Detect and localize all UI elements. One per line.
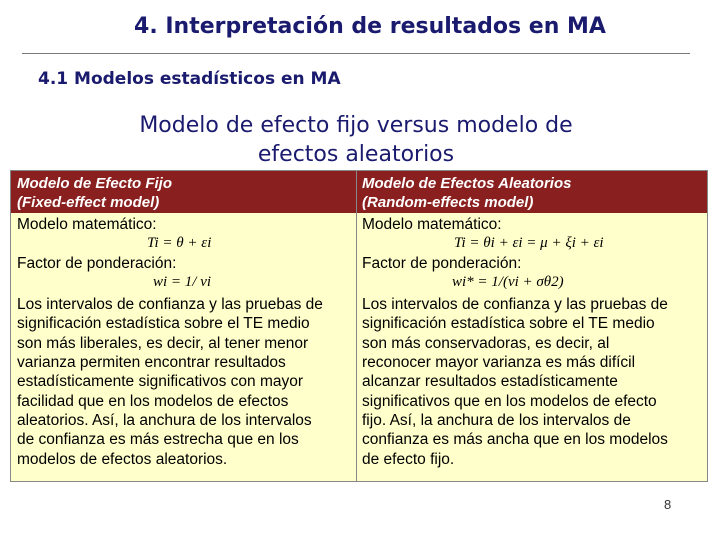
fixed-description-line: significación estadística sobre el TE medio	[17, 315, 310, 333]
random-description-line: significativos que en los modelos de efecto	[362, 392, 657, 410]
slide-subtitle: 4.1 Modelos estadísticos en MA	[38, 69, 341, 89]
heading-line-1: Modelo de efecto fijo versus modelo de	[139, 113, 573, 138]
fixed-description-line: estadísticamente significativos con mayor	[17, 373, 304, 391]
fixed-description-line: de confianza es más estrecha que en los	[17, 431, 299, 449]
title-divider	[22, 53, 690, 54]
random-description-line: reconocer mayor varianza es más difícil	[362, 354, 636, 372]
table-body-row	[11, 213, 707, 481]
fixed-description-line: modelos de efectos aleatorios.	[17, 450, 228, 468]
random-description-line: fijo. Así, la anchura de los intervalos de	[362, 411, 631, 429]
slide-heading	[60, 111, 652, 169]
table-header-row	[11, 171, 707, 213]
random-model-header	[362, 174, 571, 212]
heading-line-2: efectos aleatorios	[257, 142, 455, 167]
random-description-line: alcanzar resultados estadísticamente	[362, 373, 618, 391]
random-description-line: de efecto fijo.	[362, 450, 455, 468]
random-description-line: son más conservadoras, es decir, al	[362, 334, 610, 352]
comparison-table	[10, 170, 708, 482]
fixed-header-title: Modelo de Efecto Fijo	[17, 175, 173, 192]
fixed-description-line: varianza permiten encontrar resultados	[17, 354, 286, 372]
fixed-description-line: son más liberales, es decir, al tener menor	[17, 334, 309, 352]
page-number: 8	[664, 497, 672, 512]
random-header-english: (Random-effects model)	[362, 194, 534, 211]
random-math-label: Modelo matemático:	[362, 216, 502, 233]
random-model-cell	[362, 215, 704, 469]
fixed-model-cell	[17, 215, 355, 469]
fixed-description	[17, 295, 355, 469]
fixed-math-label: Modelo matemático:	[17, 216, 157, 233]
random-header-title: Modelo de Efectos Aleatorios	[362, 175, 572, 192]
fixed-header-english: (Fixed-effect model)	[17, 194, 160, 211]
random-weight-formula: wi* = 1/(vi + σθ2)	[452, 273, 564, 290]
fixed-weight-formula: wi = 1/ vi	[153, 273, 212, 290]
fixed-description-line: aleatorios. Así, la anchura de los intervalos	[17, 411, 312, 429]
fixed-model-header	[17, 174, 172, 212]
random-weight-label: Factor de ponderación:	[362, 254, 522, 272]
column-divider	[356, 171, 357, 481]
fixed-weight-label: Factor de ponderación:	[17, 254, 177, 272]
random-description	[362, 295, 704, 469]
random-description-line: significación estadística sobre el TE medio	[362, 315, 655, 333]
random-description-line: Los intervalos de confianza y las pruebas de	[362, 296, 668, 314]
random-math-formula: Ti = θi + εi = μ + ξi + εi	[454, 235, 604, 252]
fixed-description-line: Los intervalos de confianza y las pruebas de	[17, 296, 323, 314]
slide-title: 4. Interpretación de resultados en MA	[134, 14, 606, 39]
fixed-description-line: facilidad que en los modelos de efectos	[17, 392, 289, 410]
fixed-math-formula: Ti = θ + εi	[147, 235, 212, 252]
random-description-line: confianza es más ancha que en los modelos	[362, 431, 668, 449]
